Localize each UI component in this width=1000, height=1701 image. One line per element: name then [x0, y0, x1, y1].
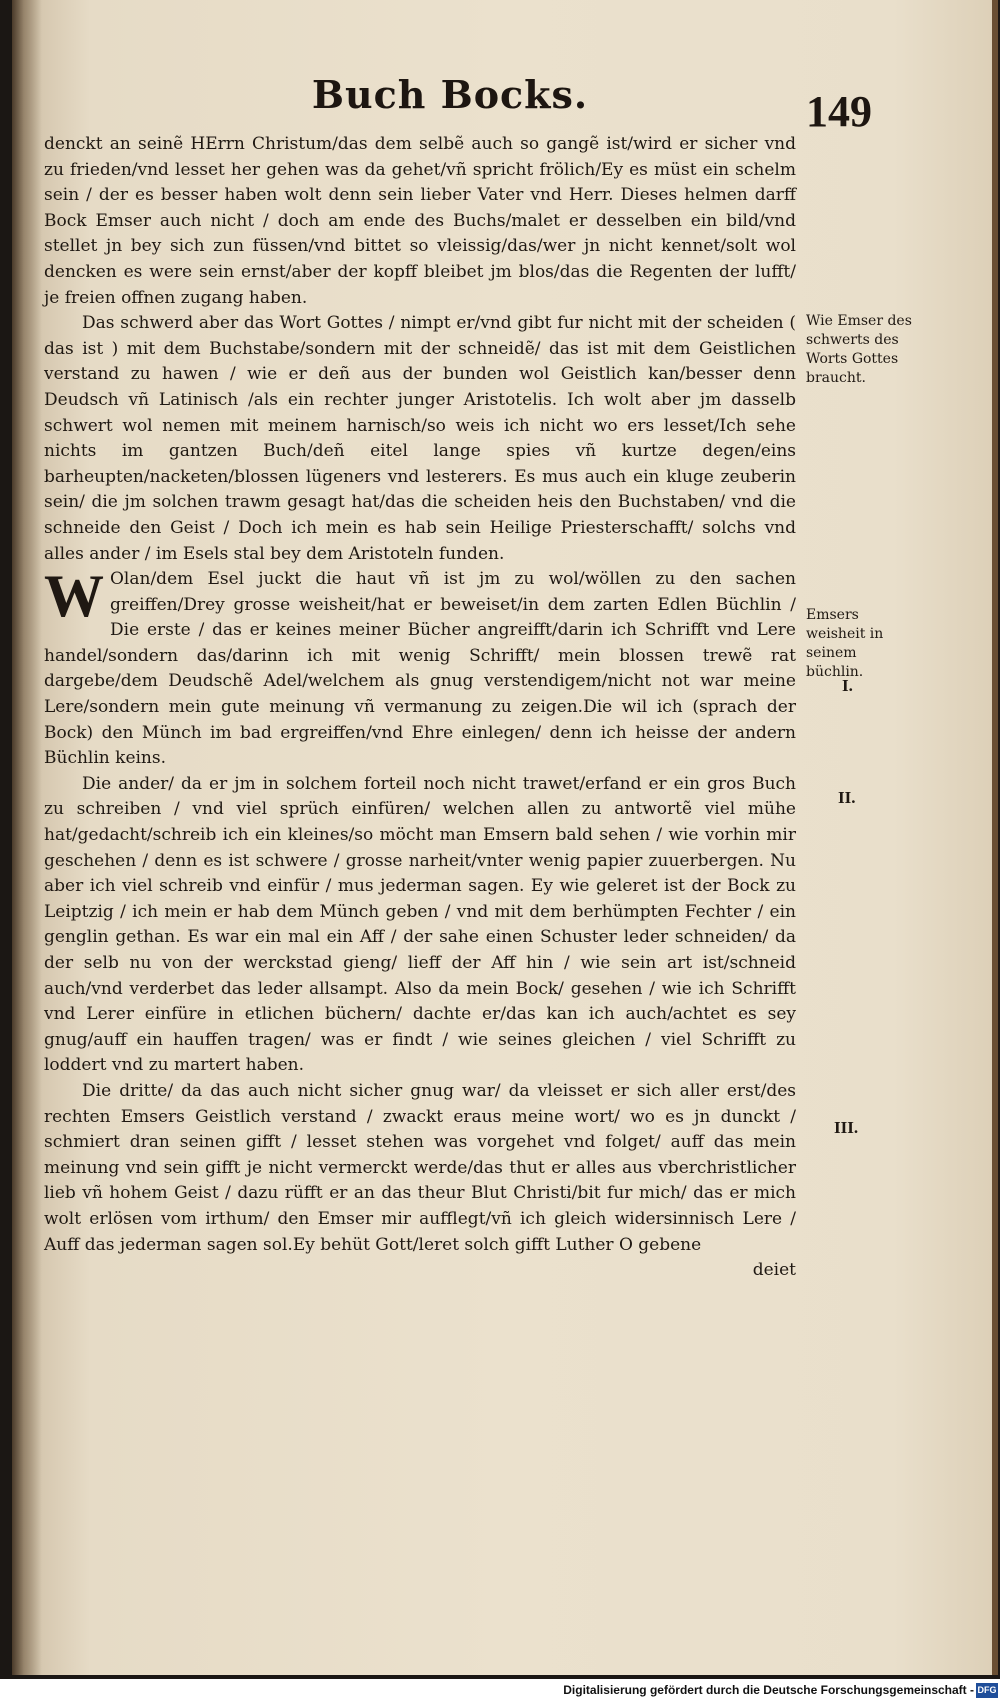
body-text [44, 132, 796, 1284]
spine-shadow [12, 0, 42, 1675]
paragraph-3-text: Olan/dem Esel juckt die haut vñ ist jm zu wol/wöllen zu den sachen greiffen/Drey grosse weisheit/hat er beweiset/in dem zarten Edlen Büchlin / Die erste / das er keines meiner Bücher angreifft/darin ich Schrifft vnd Lere handel/sondern das/darinn ich mit wenig Schrifft/ mein blossen trewẽ rat dargebe/dem Deudschẽ Adel/welchem als gnug verstendigem/nicht not war meine Lere/sondern mein gute meinung vñ vermanung zu zeigen.Die wil ich (sprach der Bock) den Münch im bad ergreiffen/vnd Ehre einlegen/ denn ich heisse der andern Büchlin keins. [44, 569, 796, 769]
running-head: Buch Bocks. [311, 72, 589, 117]
paragraph-5: Die dritte/ da das auch nicht sicher gnug war/ da vleisset er sich aller erst/des rechten Emsers Geistlich verstand / zwackt eraus meine wort/ wo es jn dunckt / schmiert dran seinen gifft / lesset stehen was vorgehet vnd folget/ auff das mein meinung vnd sein gifft je nicht vermerckt werde/das thut er alles aus vberchristlicher lieb vñ hohem Geist / dazu rüfft er an das theur Blut Christi/bit fur mich/ das er mich wolt erlösen vom irthum/ den Emser mir aufflegt/vñ ich gleich widersinnisch Lere / Auff das jederman sagen sol.Ey behüt Gott/leret solch gifft Luther O gebene [44, 1080, 796, 1255]
drop-initial: W [44, 563, 104, 630]
footer-credit: Digitalisierung gefördert durch die Deutsche Forschungsgemeinschaft - [563, 1683, 974, 1697]
margin-numeral-2: II. [838, 788, 856, 807]
paragraph-1: denckt an seinẽ HErrn Christum/das dem selbẽ auch so gangẽ ist/wird er sicher vnd zu frieden/vnd lesset her gehen was da gehet/vñ spricht frölich/Ey es müst ein schelm sein / der es besser haben wolt denn sein lieber Vater vnd Herr. Dieses helmen darff Bock Emser auch nicht / doch am ende des Buchs/malet er desselben ein bild/vnd stellet jn bey sich zun füssen/vnd bittet so vleissig/das/wer jn nicht kennet/solt wol dencken es were sein ernst/aber der kopff bleibet jm blos/das die Regenten der lufft/ je freien offnen zugang haben. [44, 134, 796, 308]
page-number: 149 [806, 87, 872, 136]
margin-note-sword: Wie Emser des schwerts des Worts Gottes braucht. [806, 313, 912, 386]
paragraph-4: Die ander/ da er jm in solchem forteil noch nicht trawet/erfand er ein gros Buch zu schreiben / vnd viel sprüch einfüren/ welchen allen zu antwortẽ viel mühe hat/gedacht/schreib ich ein kleines/so möcht man Emsern bald sehen / wie vorhin mir geschehen / denn es ist schwere / grosse narheit/vnter wenig papier zuuerbergen. Nu aber ich viel schreib vnd einfür / mus jederman sagen. Ey wie geleret ist der Bock zu Leiptzig / ich mein er hab dem Münch geben / vnd mit dem berhümpten Fechter / ein genglin gethan. Es war ein mal ein Aff / der sahe einen Schuster leder schneiden/ da der selb nu von der werckstad gieng/ lieff der Aff hin / wie sein art ist/schneid auch/vnd verderbet das leder allsampt. Also da mein Bock/ gesehen / wie ich Schrifft vnd Lerer einfüre in etlichen büchern/ dachte er/das kan ich auch/achtet es sey gnug/auff ein hauffen tragen/ was er findt / wie seines gleichen / viel Schrifft zu loddert vnd zu martert haben. [44, 773, 796, 1076]
catchword: deiet [752, 1260, 796, 1281]
dfg-logo-icon: DFG [976, 1683, 998, 1698]
margin-numeral-3: III. [834, 1118, 859, 1137]
paragraph-2: Das schwerd aber das Wort Gottes / nimpt er/vnd gibt fur nicht mit der scheiden ( das ist ) mit dem Buchstabe/sondern mit der schneidẽ/ das ist mit dem Geistlichen verstand zu hawen / wie er deñ aus der bunden wol Geistlich kan/besser denn Deudsch vñ Latinisch /als ein rechter junger Aristotelis. Ich wolt aber jm dasselb schwert wol nemen mit meinem harnisch/so weis ich nicht wo ers lesset/Ich sehe nichts im gantzen Buch/deñ eitel lange spies vñ kurtze degen/eins barheupten/nacketen/blossen lügeners vnd lesterers. Es mus auch ein kluge zeuberin sein/ die jm solchen trawm gesagt hat/das die scheiden heis den Buchstaben/ vnd die schneide den Geist / Doch ich mein es hab sein Heilige Priesterschafft/ solchs vnd alles ander / im Esels stal bey dem Aristoteln funden. [44, 313, 796, 564]
margin-note-wisdom: Emsers weisheit in seinem büchlin. [806, 607, 884, 680]
margin-numeral-1: I. [842, 676, 853, 695]
paragraph-3 [44, 563, 796, 772]
